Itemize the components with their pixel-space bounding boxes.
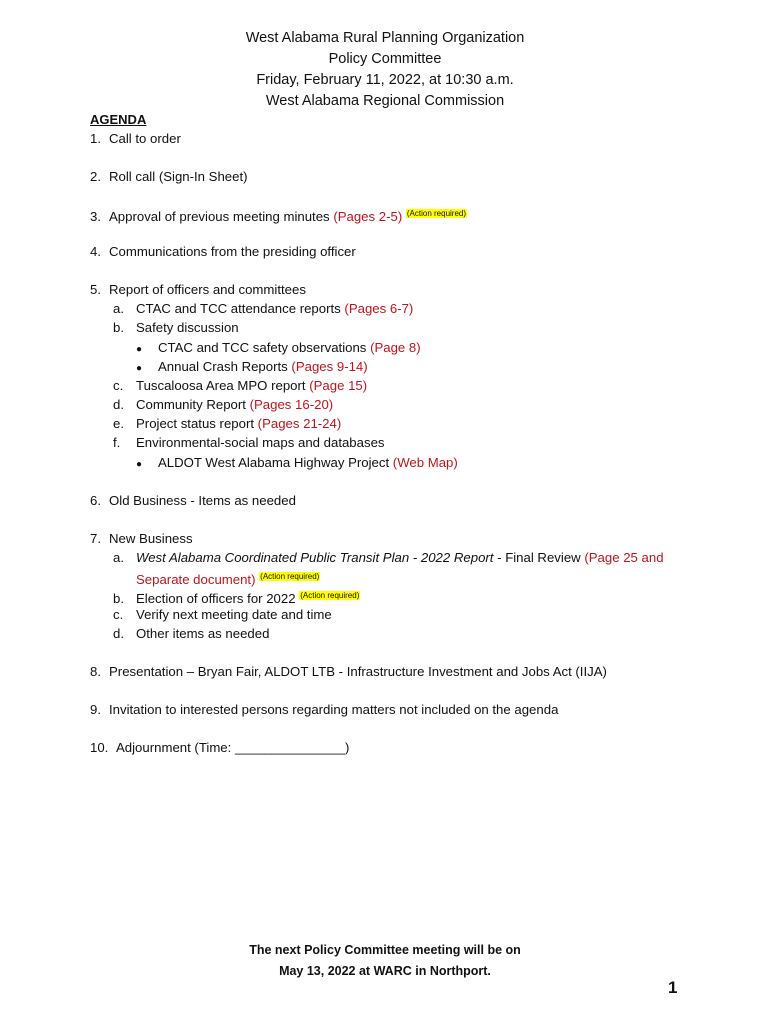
- item-text: Roll call (Sign-In Sheet): [109, 169, 248, 184]
- item-text: Approval of previous meeting minutes: [109, 209, 334, 224]
- subitem-text: CTAC and TCC attendance reports: [136, 301, 345, 316]
- subitem-text: Safety discussion: [136, 320, 239, 335]
- agenda-item-5: [90, 282, 306, 298]
- item-text: Invitation to interested persons regarding matters not included on the agenda: [109, 702, 559, 717]
- subitem-letter: e.: [113, 416, 124, 431]
- agenda-item-7: [90, 531, 193, 547]
- agenda-subitem-7d: [113, 626, 269, 642]
- item-text: New Business: [109, 531, 193, 546]
- item-text: Call to order: [109, 131, 181, 146]
- agenda-subitem-5d: [113, 397, 333, 413]
- subitem-text: - Final Review: [493, 550, 585, 565]
- agenda-subitem-5f: [113, 435, 385, 451]
- agenda-bullet-5b-1: [136, 340, 421, 358]
- action-required-badge: (Action required): [300, 591, 360, 600]
- agenda-bullet-5b-2: [136, 359, 368, 377]
- item-number: 3.: [90, 209, 101, 224]
- organization-name: West Alabama Rural Planning Organization: [245, 30, 525, 46]
- bullet-text: CTAC and TCC safety observations: [158, 340, 371, 355]
- bullet-icon: ●: [136, 459, 143, 470]
- page-reference: (Pages 6-7): [344, 301, 414, 316]
- page-reference: (Page 15): [309, 378, 368, 393]
- agenda-subitem-7a-cont: [136, 569, 320, 588]
- agenda-item-4: [90, 244, 356, 260]
- next-meeting-note: [0, 940, 770, 982]
- item-text: Adjournment (Time: _______________): [116, 740, 350, 755]
- agenda-subitem-5a: [113, 301, 413, 317]
- page-reference: (Pages 2-5): [333, 209, 403, 224]
- agenda-item-8: [90, 664, 607, 680]
- item-text: Communications from the presiding officer: [109, 244, 356, 259]
- bullet-icon: ●: [136, 344, 143, 355]
- item-number: 8.: [90, 664, 101, 679]
- subitem-text: Verify next meeting date and time: [136, 607, 332, 622]
- subitem-text: Community Report: [136, 397, 250, 412]
- meeting-datetime: Friday, February 11, 2022, at 10:30 a.m.: [256, 72, 514, 88]
- agenda-item-1: [90, 131, 181, 147]
- next-meeting-line-1: The next Policy Committee meeting will be on: [249, 943, 521, 957]
- item-number: 6.: [90, 493, 101, 508]
- agenda-item-2: [90, 169, 248, 185]
- agenda-bullet-5f-1: [136, 455, 458, 473]
- agenda-subitem-7a: [113, 550, 664, 566]
- next-meeting-line-2: May 13, 2022 at WARC in Northport.: [279, 964, 491, 978]
- bullet-text: Annual Crash Reports: [158, 359, 292, 374]
- subitem-letter: d.: [113, 397, 124, 412]
- page-reference: (Pages 16-20): [249, 397, 334, 412]
- item-text: Report of officers and committees: [109, 282, 306, 297]
- subitem-text: Environmental-social maps and databases: [136, 435, 385, 450]
- page-reference: (Pages 9-14): [291, 359, 368, 374]
- subitem-letter: c.: [113, 607, 124, 622]
- agenda-heading: AGENDA: [90, 112, 147, 127]
- transit-plan-title: West Alabama Coordinated Public Transit Plan - 2022 Report: [136, 550, 494, 565]
- action-required-badge: (Action required): [406, 209, 467, 218]
- agenda-item-9: [90, 702, 558, 718]
- item-number: 9.: [90, 702, 101, 717]
- subitem-text: Other items as needed: [136, 626, 270, 641]
- bullet-text: ALDOT West Alabama Highway Project: [158, 455, 393, 470]
- action-required-badge: (Action required): [260, 572, 320, 581]
- subitem-text: Election of officers for 2022: [136, 591, 300, 606]
- item-number: 10.: [90, 740, 109, 755]
- page-reference: (Pages 21-24): [257, 416, 342, 431]
- agenda-item-6: [90, 493, 296, 509]
- subitem-text: Project status report: [136, 416, 258, 431]
- agenda-subitem-5b: [113, 320, 239, 336]
- agenda-subitem-5c: [113, 378, 367, 394]
- document-header: [0, 28, 770, 112]
- subitem-letter: b.: [113, 591, 124, 606]
- item-number: 7.: [90, 531, 101, 546]
- meeting-venue: West Alabama Regional Commission: [265, 93, 505, 109]
- committee-name: Policy Committee: [328, 51, 442, 67]
- item-number: 5.: [90, 282, 101, 297]
- item-number: 1.: [90, 131, 101, 146]
- web-map-link[interactable]: (Web Map): [392, 455, 458, 470]
- item-number: 4.: [90, 244, 101, 259]
- subitem-letter: a.: [113, 301, 124, 316]
- agenda-subitem-7b: [113, 588, 360, 607]
- agenda-item-10: [90, 740, 349, 756]
- agenda-subitem-7c: [113, 607, 332, 623]
- subitem-letter: b.: [113, 320, 124, 335]
- subitem-text: Tuscaloosa Area MPO report: [136, 378, 310, 393]
- agenda-item-3: [90, 206, 467, 225]
- subitem-letter: c.: [113, 378, 124, 393]
- subitem-letter: d.: [113, 626, 124, 641]
- page-reference: (Page 8): [370, 340, 421, 355]
- page-number: 1: [668, 978, 678, 997]
- item-text: Presentation – Bryan Fair, ALDOT LTB - Infrastructure Investment and Jobs Act (IIJA): [109, 664, 607, 679]
- agenda-subitem-5e: [113, 416, 341, 432]
- page-reference: (Page 25 and: [584, 550, 664, 565]
- bullet-icon: ●: [136, 363, 143, 374]
- item-number: 2.: [90, 169, 101, 184]
- subitem-letter: f.: [113, 435, 121, 450]
- subitem-letter: a.: [113, 550, 124, 565]
- page-reference: Separate document): [136, 572, 256, 587]
- item-text: Old Business - Items as needed: [109, 493, 296, 508]
